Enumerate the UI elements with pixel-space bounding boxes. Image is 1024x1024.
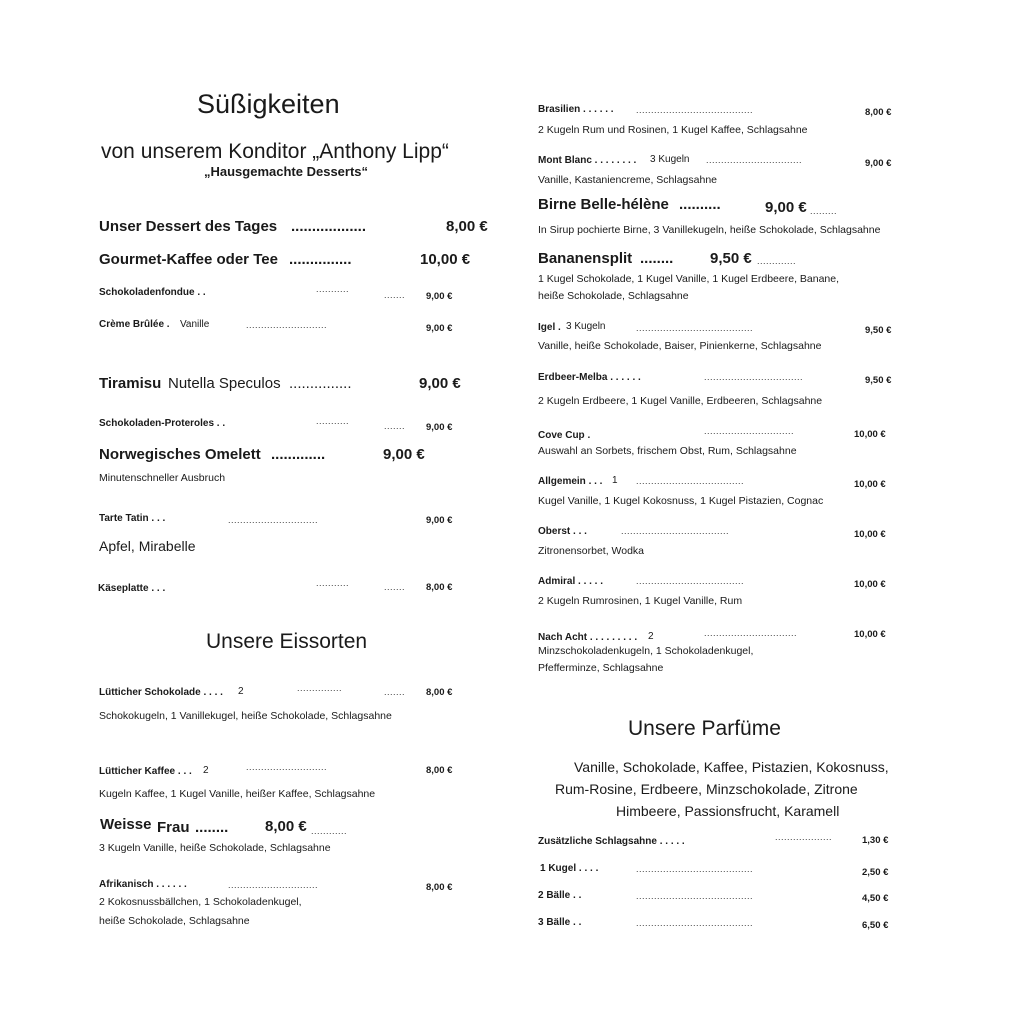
item-dots: ...........: [316, 284, 350, 294]
item-dots: ..................: [291, 218, 367, 235]
item-description: heiße Schokolade, Schlagsahne: [99, 915, 250, 927]
item-price: 9,00 €: [426, 422, 453, 433]
item-dots: .......: [384, 290, 406, 300]
item-extra: Vanille: [180, 319, 210, 330]
item-extra: 1: [612, 475, 618, 486]
item-dots: ...........................: [246, 320, 328, 330]
item-name: Norwegisches Omelett: [99, 446, 261, 463]
item-dots: ....................................: [636, 476, 745, 486]
item-description: 2 Kugeln Rum und Rosinen, 1 Kugel Kaffee, Schlagsahne: [538, 124, 808, 136]
item-description: Kugeln Kaffee, 1 Kugel Vanille, heißer Kaffee, Schlagsahne: [99, 788, 376, 800]
item-description: 2 Kugeln Rumrosinen, 1 Kugel Vanille, Rum: [538, 595, 743, 607]
item-dots: .......................................: [636, 864, 754, 874]
item-dots: ........: [195, 819, 229, 836]
item-description: 2 Kugeln Erdbeere, 1 Kugel Vanille, Erdbeeren, Schlagsahne: [538, 395, 823, 407]
item-price: 9,00 €: [426, 515, 453, 526]
item-extra: 2: [203, 765, 209, 776]
item-description: Kugel Vanille, 1 Kugel Kokosnuss, 1 Kugel Pistazien, Cognac: [538, 495, 824, 507]
item-dots: ........: [640, 250, 674, 267]
item-price: 8,00 €: [865, 107, 892, 118]
item-dots: ............: [311, 826, 348, 836]
item-name: Birne Belle-hélène: [538, 196, 669, 213]
item-dots: .......................................: [636, 918, 754, 928]
page-title: Süßigkeiten: [197, 89, 340, 119]
item-dots: ...........: [316, 416, 350, 426]
item-name: Allgemein . . .: [538, 476, 603, 487]
item-price: 2,50 €: [862, 867, 889, 878]
item-price: 8,00 €: [426, 582, 453, 593]
item-description: Vanille, heiße Schokolade, Baiser, Pinienkerne, Schlagsahne: [538, 340, 822, 352]
item-extra: 2: [648, 631, 654, 642]
item-dots: .........: [810, 206, 838, 216]
item-description: Vanille, Kastaniencreme, Schlagsahne: [538, 174, 717, 186]
item-price: 8,00 €: [265, 818, 307, 835]
item-dots: .......................................: [636, 105, 754, 115]
item-name: Unser Dessert des Tages: [99, 218, 278, 235]
item-name: Tiramisu: [99, 375, 162, 392]
item-name: Afrikanisch . . . . . .: [99, 879, 187, 890]
item-name: Schokoladen-Proteroles . .: [99, 418, 226, 429]
item-dots: ..........: [679, 196, 721, 213]
item-name: Käseplatte . . .: [98, 583, 166, 594]
item-price: 10,00 €: [854, 429, 886, 440]
item-name: Admiral . . . . .: [538, 576, 604, 587]
item-name: Oberst . . .: [538, 526, 587, 537]
item-price: 9,00 €: [865, 158, 892, 169]
item-name: Igel .: [538, 322, 561, 333]
item-description: Zitronensorbet, Wodka: [538, 545, 645, 557]
item-description: In Sirup pochierte Birne, 3 Vanillekugeln, heiße Schokolade, Schlagsahne: [538, 224, 881, 236]
item-dots: .............: [271, 446, 326, 463]
item-dots: ..............................: [228, 880, 319, 890]
item-dots: ...............: [289, 251, 352, 268]
item-dots: .................................: [704, 372, 804, 382]
item-dots: ..............................: [704, 426, 795, 436]
item-price: 8,00 €: [446, 218, 488, 235]
item-price: 9,00 €: [383, 446, 425, 463]
item-description: Minutenschneller Ausbruch: [99, 472, 226, 484]
item-description: 1 Kugel Schokolade, 1 Kugel Vanille, 1 Kugel Erdbeere, Banane,: [538, 273, 840, 285]
item-name: Erdbeer-Melba . . . . . .: [538, 372, 641, 383]
item-price: 10,00 €: [420, 251, 471, 268]
item-name: Lütticher Schokolade . . . .: [99, 687, 223, 698]
item-price: 4,50 €: [862, 893, 889, 904]
item-price: 1,30 €: [862, 835, 889, 846]
item-extra: Nutella Speculos: [168, 375, 281, 392]
item-dots: ................................: [706, 155, 803, 165]
item-name: Zusätzliche Schlagsahne . . . . .: [538, 836, 685, 847]
item-name: Weisse: [100, 816, 152, 833]
item-name: Lütticher Kaffee . . .: [99, 766, 192, 777]
section-heading-parfuems: Unsere Parfüme: [628, 717, 781, 740]
item-dots: .............: [757, 256, 797, 266]
item-price: 9,50 €: [865, 375, 892, 386]
item-name: 3 Bälle . .: [538, 917, 582, 928]
item-extra: 3 Kugeln: [566, 321, 606, 332]
item-name: Mont Blanc . . . . . . . .: [538, 155, 637, 166]
item-name: Brasilien . . . . . .: [538, 104, 614, 115]
item-name: Cove Cup .: [538, 430, 591, 441]
page-subtitle: von unserem Konditor „Anthony Lipp“: [101, 140, 449, 163]
item-dots: ...........................: [246, 762, 328, 772]
item-name: Crème Brûlée .: [99, 319, 170, 330]
item-price: 8,00 €: [426, 765, 453, 776]
flavor-list: Vanille, Schokolade, Kaffee, Pistazien, Kokosnuss,: [574, 759, 889, 775]
item-dots: .......................................: [636, 323, 754, 333]
item-price: 9,00 €: [419, 375, 461, 392]
item-price: 6,50 €: [862, 920, 889, 931]
item-name: 2 Bälle . .: [538, 890, 582, 901]
item-description: Auswahl an Sorbets, frischem Obst, Rum, Schlagsahne: [538, 445, 797, 457]
item-dots: ..............................: [228, 515, 319, 525]
item-price: 9,00 €: [765, 199, 807, 216]
item-name: Frau: [157, 819, 190, 836]
item-dots: .......: [384, 582, 406, 592]
section-heading-eissorten: Unsere Eissorten: [206, 630, 368, 653]
item-price: 9,00 €: [426, 323, 453, 334]
flavor-list: Rum-Rosine, Erdbeere, Minzschokolade, Zitrone: [555, 781, 858, 797]
item-extra: 2: [238, 686, 244, 697]
item-description: heiße Schokolade, Schlagsahne: [538, 290, 689, 302]
item-price: 10,00 €: [854, 479, 886, 490]
item-name: 1 Kugel . . . .: [540, 863, 599, 874]
item-description: 2 Kokosnussbällchen, 1 Schokoladenkugel,: [99, 896, 302, 908]
item-dots: ...................: [775, 832, 833, 842]
item-price: 8,00 €: [426, 882, 453, 893]
item-name: Bananensplit: [538, 250, 633, 267]
item-price: 10,00 €: [854, 529, 886, 540]
item-dots: ....................................: [621, 526, 730, 536]
item-dots: .......: [384, 421, 406, 431]
item-dots: ...............: [289, 375, 352, 392]
item-price: 9,00 €: [426, 291, 453, 302]
item-name: Nach Acht . . . . . . . . .: [538, 632, 638, 643]
item-description: Minzschokoladenkugeln, 1 Schokoladenkugel,: [538, 645, 754, 657]
item-price: 10,00 €: [854, 579, 886, 590]
item-description: Schokokugeln, 1 Vanillekugel, heiße Schokolade, Schlagsahne: [99, 710, 392, 722]
item-description: Pfefferminze, Schlagsahne: [538, 662, 664, 674]
item-extra: 3 Kugeln: [650, 154, 690, 165]
item-dots: .......................................: [636, 891, 754, 901]
item-dots: ....................................: [636, 576, 745, 586]
item-dots: ...........: [316, 578, 350, 588]
item-price: 9,50 €: [710, 250, 752, 267]
item-name: Schokoladenfondue . .: [99, 287, 206, 298]
item-price: 8,00 €: [426, 687, 453, 698]
item-dots: ...............: [297, 683, 343, 693]
item-price: 10,00 €: [854, 629, 886, 640]
item-dots: ...............................: [704, 628, 798, 638]
item-name: Gourmet-Kaffee oder Tee: [99, 251, 278, 268]
item-name: Tarte Tatin . . .: [99, 513, 166, 524]
item-price: 9,50 €: [865, 325, 892, 336]
item-description: Apfel, Mirabelle: [99, 538, 196, 554]
flavor-list: Himbeere, Passionsfrucht, Karamell: [616, 803, 840, 819]
tagline: „Hausgemachte Desserts“: [204, 164, 369, 179]
item-description: 3 Kugeln Vanille, heiße Schokolade, Schlagsahne: [99, 842, 331, 854]
item-dots: .......: [384, 687, 406, 697]
